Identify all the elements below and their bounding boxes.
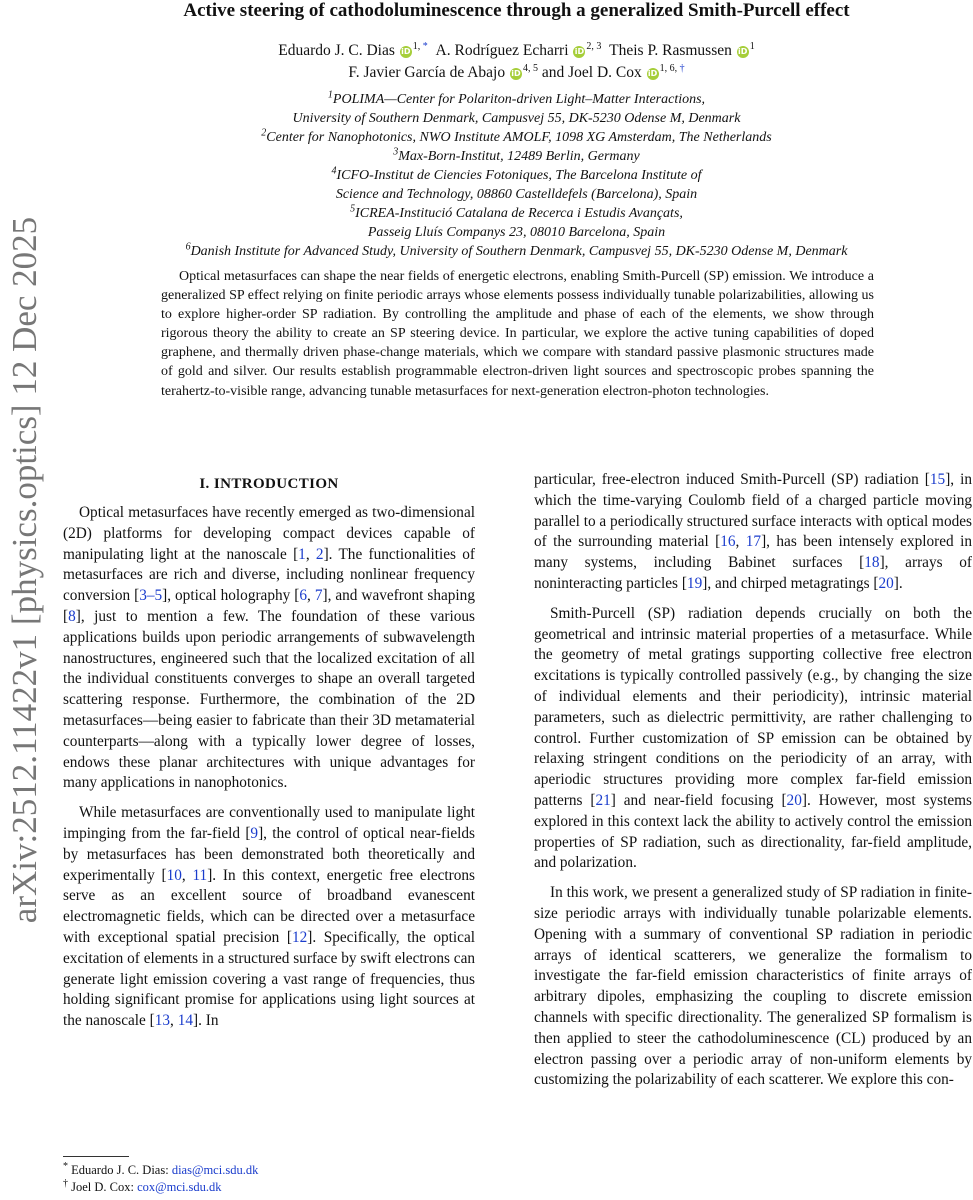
- left-column: [63, 503, 475, 1032]
- affiliation: $^6$Danish Institute for Advanced Study, University of Southern Denmark, Campusvej 55, DK-5230 Odense M, Denmark: [185, 241, 848, 259]
- affiliation: $^2$Center for Nanophotonics, NWO Institute AMOLF, 1098 XG Amsterdam, The Netherlands: [261, 127, 772, 145]
- citation-link[interactable]: 14: [177, 1012, 193, 1030]
- author-list: Eduardo J. C. Dias iD $^{1, *}$ A. Rodríguez Echarri iD $^{2, 3}$ Theis P. Rasmussen iD $^1$ F. Javier García de Abajo iD $^{4, 5}$ and Joel D. Cox iD $^{1, 6, \dagger}$: [278, 40, 755, 81]
- orcid-icon[interactable]: iD: [511, 69, 521, 78]
- author-name: Joel D. Cox: [568, 64, 642, 81]
- footnote: * Eduardo J. C. Dias: dias@mci.sdu.dk: [63, 1160, 259, 1177]
- citation-link[interactable]: 6: [299, 587, 308, 605]
- orcid-icon[interactable]: iD: [574, 47, 585, 56]
- citation-link[interactable]: 18: [864, 554, 880, 572]
- affiliation: $^1$POLIMA—Center for Polariton-driven Light–Matter Interactions,: [327, 89, 706, 107]
- affiliation: $^3$Max-Born-Institut, 12489 Berlin, Germany: [393, 146, 640, 164]
- paper-title: Active steering of cathodoluminescence through a generalized Smith-Purcell effect: [183, 0, 850, 21]
- right-column: [534, 470, 972, 1091]
- citation-link[interactable]: 20: [786, 791, 802, 809]
- author-name: Eduardo J. C. Dias: [278, 42, 395, 59]
- citation-link[interactable]: 19: [686, 574, 703, 592]
- author-name: Theis P. Rasmussen: [609, 42, 732, 59]
- affiliation-cont: Science and Technology, 08860 Castelldefels (Barcelona), Spain: [335, 187, 698, 202]
- citation-link[interactable]: 17: [745, 533, 762, 551]
- section-heading: I. INTRODUCTION: [199, 476, 339, 492]
- citation-link[interactable]: 16: [720, 533, 736, 551]
- affiliation: $^4$ICFO-Institut de Ciencies Fotoniques, The Barcelona Institute of: [331, 165, 702, 183]
- footnotes: [63, 1162, 483, 1196]
- affiliation-cont: Passeig Lluís Companys 23, 08010 Barcelona, Spain: [367, 225, 666, 240]
- arxiv-stamp: arXiv:2512.11422v1 [physics.optics] 12 Dec 2025: [5, 216, 44, 924]
- affiliation-cont: University of Southern Denmark, Campusvej 55, DK-5230 Odense M, Denmark: [292, 111, 741, 126]
- paragraph: Smith-Purcell (SP) radiation depends crucially on both the geometrical and intrinsic material properties of a metasurface. While the geometry of metal gratings supporting collective free electron excitations is typically controlled passively (e.g., by changing the size of individual elements and their periodicity), intrinsic material parameters, such as dielectric permittivity, are rather challenging to control. Further customization of SP emission can be obtained by relaxing stringent conditions on the periodicity of an array, with aperiodic structures providing more complex far-field emission patterns [21] and near-field focusing [20]. However, most systems explored in this context lack the ability to actively control the emission properties of SP radiation, such as directionality, far-field amplitude, and polarization.: [534, 604, 972, 872]
- citation-link[interactable]: 21: [595, 791, 611, 809]
- author-name: A. Rodríguez Echarri: [435, 42, 569, 59]
- citation-link[interactable]: 8: [68, 607, 76, 625]
- footnote-rule: [63, 1156, 129, 1157]
- paragraph: While metasurfaces are conventionally used to manipulate light impinging from the far-field [9], the control of optical near-fields by metasurfaces has been demonstrated both theoretically and experimentally [10, 11]. In this context, energetic free electrons serve as an excellent source of broadband evanescent electromagnetic fields, which can be directed over a metasurface with exceptional spatial precision [12]. Specifically, the optical excitation of elements in a structured surface by swift electrons can generate light emission covering a vast range of frequencies, thus holding significant promise for applications using light sources at the nanoscale [13, 14]. In: [63, 804, 476, 1030]
- abstract: Optical metasurfaces can shape the near fields of energetic electrons, enabling Smith-Purcell (SP) emission. We introduce a generalized SP effect relying on finite periodic arrays whose elements possess individually tunable polarizabilities, allowing us to explore higher-order SP radiation. By controlling the amplitude and phase of each of the elements, we show through rigorous theory the ability to create an SP steering device. In particular, we explore the active tuning capabilities of doped graphene, and thermally driven phase-change materials, which we compare with standard passive plasmonic structures made of gold and silver. Our results establish programmable electron-driven light sources and spectroscopic probes spanning the terahertz-to-visible range, advancing tunable metasurfaces for next-generation electron-photon technologies.: [161, 269, 874, 399]
- affiliations: [60, 90, 973, 261]
- citation-link[interactable]: 13: [154, 1012, 171, 1030]
- citation-link[interactable]: 3–5: [139, 587, 163, 605]
- citation-link[interactable]: 20: [878, 574, 894, 592]
- citation-link[interactable]: 15: [929, 471, 946, 488]
- affiliation: $^5$ICREA-Institució Catalana de Recerca i Estudis Avançats,: [350, 203, 683, 221]
- citation-link[interactable]: 2: [315, 545, 324, 563]
- email-link[interactable]: dias@mci.sdu.dk: [171, 1163, 259, 1177]
- citation-link[interactable]: 7: [314, 587, 323, 605]
- paragraph: particular, free-electron induced Smith-Purcell (SP) radiation [15], in which the time-varying Coulomb field of a charged particle moving parallel to a periodically structured surface interacts with optical modes of the surrounding material [16, 17], has been intensely explored in many systems, including Babinet surfaces [18], arrays of noninteracting particles [19], and chirped metagratings [20].: [534, 471, 972, 592]
- citation-link[interactable]: 1: [298, 545, 306, 563]
- citation-link[interactable]: 9: [250, 824, 259, 842]
- citation-link[interactable]: 12: [291, 928, 308, 946]
- orcid-icon[interactable]: iD: [647, 69, 658, 78]
- paragraph: Optical metasurfaces have recently emerged as two-dimensional (2D) platforms for developing compact devices capable of manipulating light at the nanoscale [1, 2]. The functionalities of metasurfaces are rich and diverse, including nonlinear frequency conversion [3–5], optical holography [6, 7], and wavefront shaping [8], just to mention a few. The foundation of these various applications builds upon periodic arrangements of subwavelength nanostructures, engineered such that the localized excitation of all the individual constituents converges to shape an overall targeted scattering response. Furthermore, the combination of the 2D metasurfaces—being easier to fabricate than their 3D metamaterial counterparts—along with a typically lower degree of losses, endows these planar architectures with unique advantages for many applications in nanophotonics.: [63, 504, 475, 792]
- email-link[interactable]: cox@mci.sdu.dk: [137, 1180, 222, 1194]
- citation-link[interactable]: 10: [166, 866, 182, 884]
- footnote-mark[interactable]: *: [422, 40, 428, 52]
- orcid-icon[interactable]: iD: [738, 47, 748, 56]
- footnote-mark[interactable]: †: [679, 62, 685, 74]
- footnote: † Joel D. Cox: cox@mci.sdu.dk: [63, 1177, 222, 1194]
- citation-link[interactable]: 11: [192, 866, 208, 884]
- paragraph: In this work, we present a generalized study of SP radiation in finite-size periodic arrays with individually tunable polarizable elements. Opening with a summary of conventional SP radiation in periodic arrays of identical scatterers, we generalize the formalism to investigate the far-field emission characteristics of finite arrays of arbitrary dipoles, emphasizing the coupling to discrete emission channels with specific directionality. The generalized SP formalism is then applied to steer the cathodoluminescence (CL) produced by an electron passing over a periodic array of non-uniform elements by customizing the polarizability of each scatterer. We explore this con-: [534, 884, 972, 1089]
- orcid-icon[interactable]: iD: [401, 47, 411, 56]
- author-name: F. Javier García de Abajo: [348, 64, 506, 81]
